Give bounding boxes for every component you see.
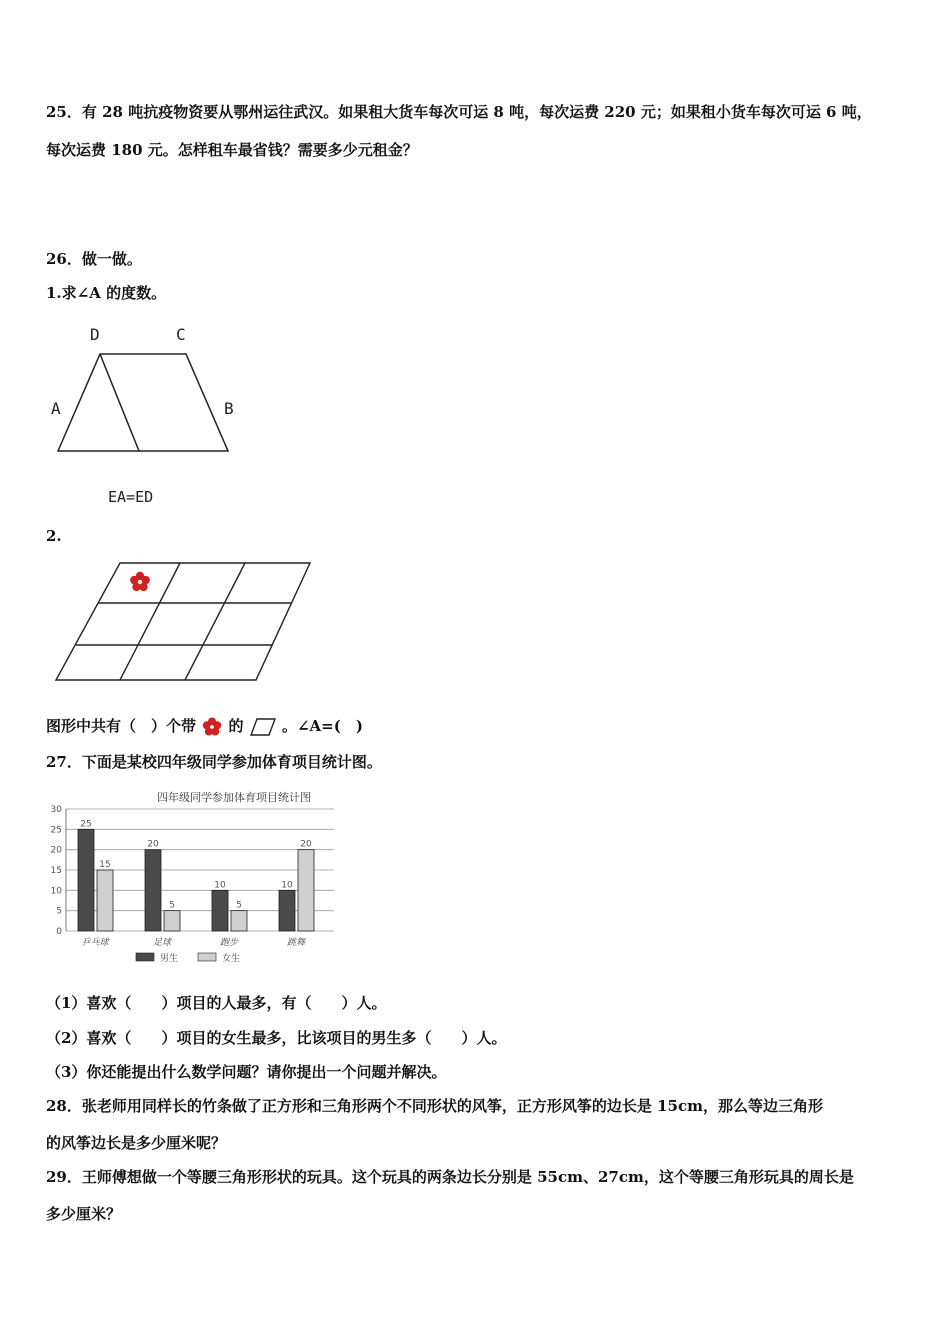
answer-prefix: 图形中共有（ ）个带 — [46, 717, 197, 735]
legend-swatch — [198, 953, 216, 961]
q29-line2: 多少厘米？ — [46, 1205, 122, 1223]
parallelogram-icon — [249, 717, 277, 737]
answer-mid: 的 — [228, 717, 244, 735]
y-tick-label: 30 — [50, 805, 62, 815]
figure-caption: EA=ED — [108, 488, 154, 506]
y-tick-label: 0 — [56, 927, 62, 937]
q26-answer-line — [46, 716, 363, 737]
flower-icon — [201, 717, 223, 737]
data-label: 10 — [214, 880, 226, 891]
flower-icon — [130, 572, 150, 591]
bar-girls — [231, 911, 247, 931]
y-tick-label: 5 — [56, 906, 62, 917]
data-label: 5 — [236, 900, 242, 911]
q25-line2: 每次运费 180 元。怎样租车最省钱？需要多少元租金？ — [46, 141, 418, 159]
q29-line1: 29．王师傅想做一个等腰三角形形状的玩具。这个玩具的两条边长分别是 55cm、27cm，这个等腰三角形玩具的周长是 — [46, 1168, 854, 1186]
legend-label: 男生 — [160, 954, 179, 964]
q28-line2: 的风筝边长是多少厘米呢？ — [46, 1134, 227, 1152]
q27-sub2: （2）喜欢（ ）项目的女生最多，比该项目的男生多（ ）人。 — [46, 1029, 507, 1047]
label-c: C — [176, 325, 186, 344]
bar-girls — [164, 911, 180, 931]
data-label: 10 — [281, 880, 293, 891]
legend-swatch — [136, 953, 154, 961]
q27-title: 27．下面是某校四年级同学参加体育项目统计图。 — [46, 753, 382, 771]
bar-girls — [97, 870, 113, 931]
label-b: B — [224, 399, 234, 418]
label-d: D — [90, 325, 100, 344]
answer-suffix: 。∠A=( ) — [281, 717, 363, 735]
q26-part1-title: 1.求∠A 的度数。 — [46, 284, 167, 302]
q26-part2-title: 2. — [46, 527, 62, 545]
bar-chart — [44, 785, 344, 970]
data-label: 5 — [169, 900, 175, 911]
q27-sub1: （1）喜欢（ ）项目的人最多，有（ ）人。 — [46, 994, 387, 1012]
bar-boys — [145, 850, 161, 931]
bar-girls — [298, 850, 314, 931]
category-label: 跳舞 — [286, 938, 306, 948]
data-label: 15 — [99, 860, 111, 870]
q25-line1: 25．有 28 吨抗疫物资要从鄂州运往武汉。如果租大货车每次可运 8 吨，每次运费 220 元；如果租小货车每次可运 6 吨， — [46, 103, 872, 121]
label-a: A — [51, 399, 61, 418]
parallelogram-grid-figure — [50, 558, 320, 686]
y-tick-label: 20 — [50, 845, 62, 856]
bar-boys — [279, 890, 295, 931]
category-label: 跑步 — [219, 938, 239, 948]
q28-line1: 28．张老师用同样长的竹条做了正方形和三角形两个不同形状的风筝，正方形风筝的边长是 15cm，那么等边三角形 — [46, 1097, 823, 1115]
data-label: 20 — [147, 839, 159, 850]
legend-label: 女生 — [222, 954, 241, 964]
q26-title: 26．做一做。 — [46, 250, 142, 268]
category-label: 足球 — [152, 938, 172, 948]
chart-title: 四年级同学参加体育项目统计图 — [157, 791, 311, 804]
category-label: 乒乓球 — [81, 938, 109, 948]
bar-boys — [78, 829, 94, 931]
y-tick-label: 25 — [50, 825, 62, 836]
data-label: 25 — [80, 819, 92, 830]
trapezoid-figure — [46, 318, 246, 513]
y-tick-label: 15 — [50, 866, 62, 876]
data-label: 20 — [300, 839, 312, 850]
bar-boys — [212, 890, 228, 931]
y-tick-label: 10 — [50, 886, 62, 897]
q27-sub3: （3）你还能提出什么数学问题？请你提出一个问题并解决。 — [46, 1063, 447, 1081]
